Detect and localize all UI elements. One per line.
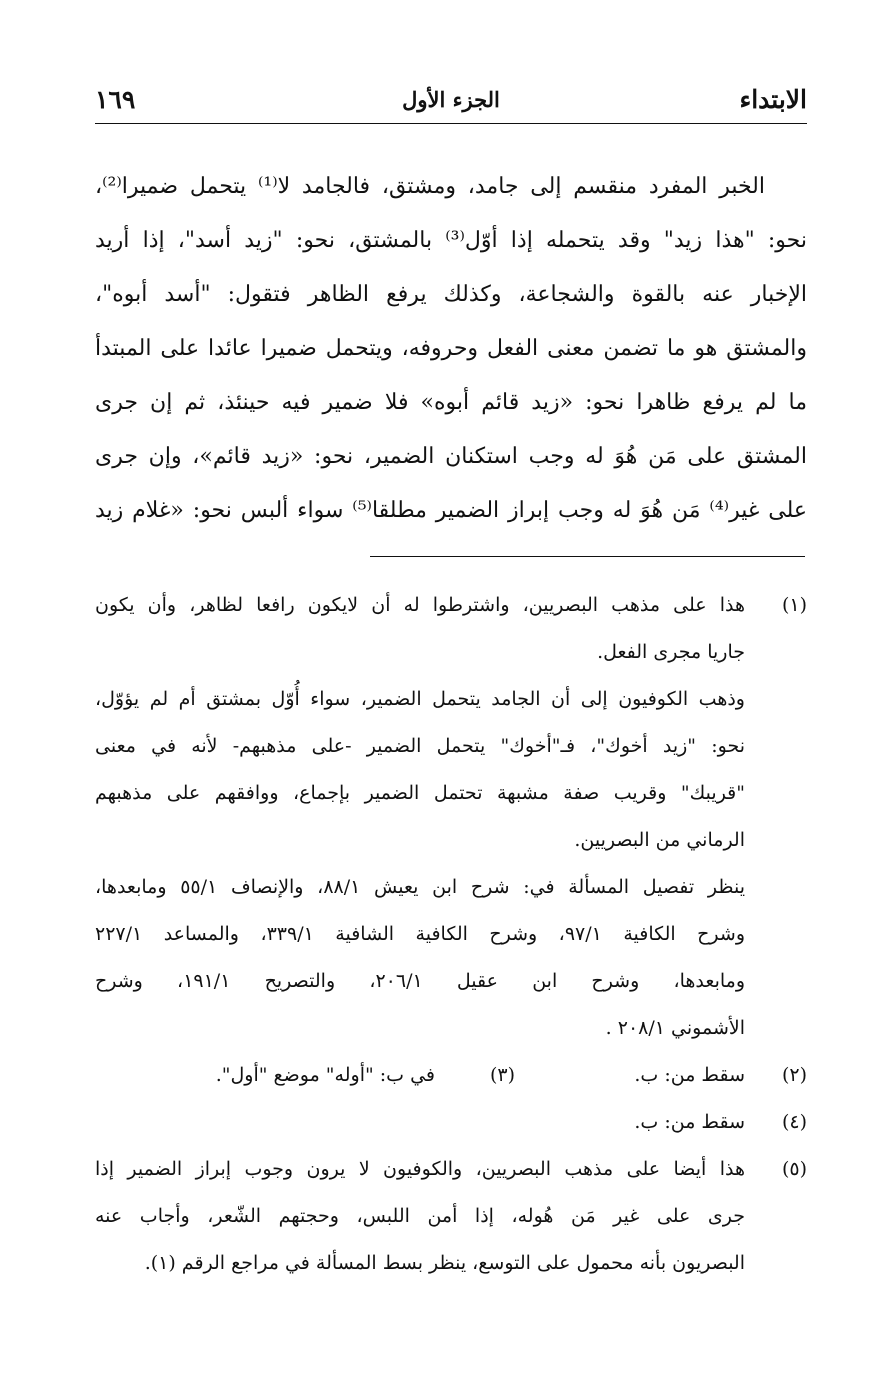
text-line: والمشتق هو ما تضمن معنى الفعل وحروفه، ويتحمل ضميرا عائدا على المبتدأ — [95, 336, 807, 361]
footnote-text: جاريا مجرى الفعل. — [597, 641, 745, 663]
footnote-text: سقط من: ب. — [634, 1111, 745, 1133]
footnote-text: "قريبك" وقريب صفة مشبهة تحتمل الضمير بإجماع، ووافقهم على مذهبهم — [95, 782, 745, 804]
footnote-number: (٥) — [781, 1158, 807, 1180]
footnotes — [95, 582, 807, 1287]
page-number: ١٦٩ — [95, 85, 136, 114]
text-line: الإخبار عنه بالقوة والشجاعة، وكذلك يرفع الظاهر فتقول: "أسد أبوه"، — [95, 282, 807, 307]
footnote-2-3 — [95, 1052, 807, 1099]
footnote-text: ينظر تفصيل المسألة في: شرح ابن يعيش ٨٨/١، والإنصاف ٥٥/١ ومابعدها، — [95, 876, 745, 898]
footnote-text: سقط من: ب. — [634, 1064, 745, 1086]
text-line: ما لم يرفع ظاهرا نحو: «زيد قائم أبوه» فلا ضمير فيه حينئذ، ثم إن جرى — [95, 390, 807, 415]
footnote-4 — [95, 1099, 807, 1146]
footnote-separator — [370, 556, 805, 557]
footnote-text: الأشموني ٢٠٨/١ . — [605, 1017, 745, 1039]
chapter-title: الابتداء — [739, 85, 807, 114]
footnote-number: (٤) — [781, 1111, 807, 1133]
footnote-5 — [95, 1146, 807, 1193]
text-line: نحو: "هذا زيد" وقد يتحمله إذا أوّل⁽³⁾ بالمشتق، نحو: "زيد أسد"، إذا أريد — [95, 228, 807, 253]
volume-label: الجزء الأول — [402, 87, 500, 112]
footnote-text: نحو: "زيد أخوك"، فـ"أخوك" يتحمل الضمير -على مذهبهم- لأنه في معنى — [95, 735, 745, 757]
footnote-text: وشرح الكافية ٩٧/١، وشرح الكافية الشافية ٣٣٩/١، والمساعد ٢٢٧/١ — [95, 923, 745, 945]
footnote-number: (٢) — [781, 1064, 807, 1086]
footnote-text: هذا أيضا على مذهب البصريين، والكوفيون لا يرون وجوب إبراز الضمير إذا — [95, 1158, 745, 1180]
main-text — [95, 160, 807, 538]
page-header — [95, 78, 807, 122]
footnote-number: (٣) — [489, 1064, 515, 1086]
header-rule — [95, 123, 807, 124]
footnote-text: جرى على غير مَن هُوله، إذا أمن اللبس، وحجتهم الشّعر، وأجاب عنه — [95, 1205, 745, 1227]
footnote-text: وذهب الكوفيون إلى أن الجامد يتحمل الضمير، سواء أُوّل بمشتق أم لم يؤوّل، — [95, 688, 745, 710]
text-line: المشتق على مَن هُوَ له وجب استكنان الضمير، نحو: «زيد قائم»، وإن جرى — [95, 444, 807, 469]
footnote-text: هذا على مذهب البصريين، واشترطوا له أن لايكون رافعا لظاهر، وأن يكون — [95, 594, 745, 616]
footnote-text: ومابعدها، وشرح ابن عقيل ٢٠٦/١، والتصريح ١٩١/١، وشرح — [95, 970, 745, 992]
footnote-1 — [95, 582, 807, 629]
footnote-text: في ب: "أوله" موضع "أول". — [215, 1064, 435, 1086]
footnote-text: البصريون بأنه محمول على التوسع، ينظر بسط المسألة في مراجع الرقم (١). — [144, 1252, 745, 1274]
text-line: الخبر المفرد منقسم إلى جامد، ومشتق، فالجامد لا⁽¹⁾ يتحمل ضميرا⁽²⁾، — [95, 174, 765, 199]
text-line: على غير⁽⁴⁾ مَن هُوَ له وجب إبراز الضمير مطلقا⁽⁵⁾ سواء ألبس نحو: «غلام زيد — [95, 498, 807, 523]
footnote-number: (١) — [781, 594, 807, 616]
footnote-text: الرماني من البصريين. — [574, 829, 745, 851]
